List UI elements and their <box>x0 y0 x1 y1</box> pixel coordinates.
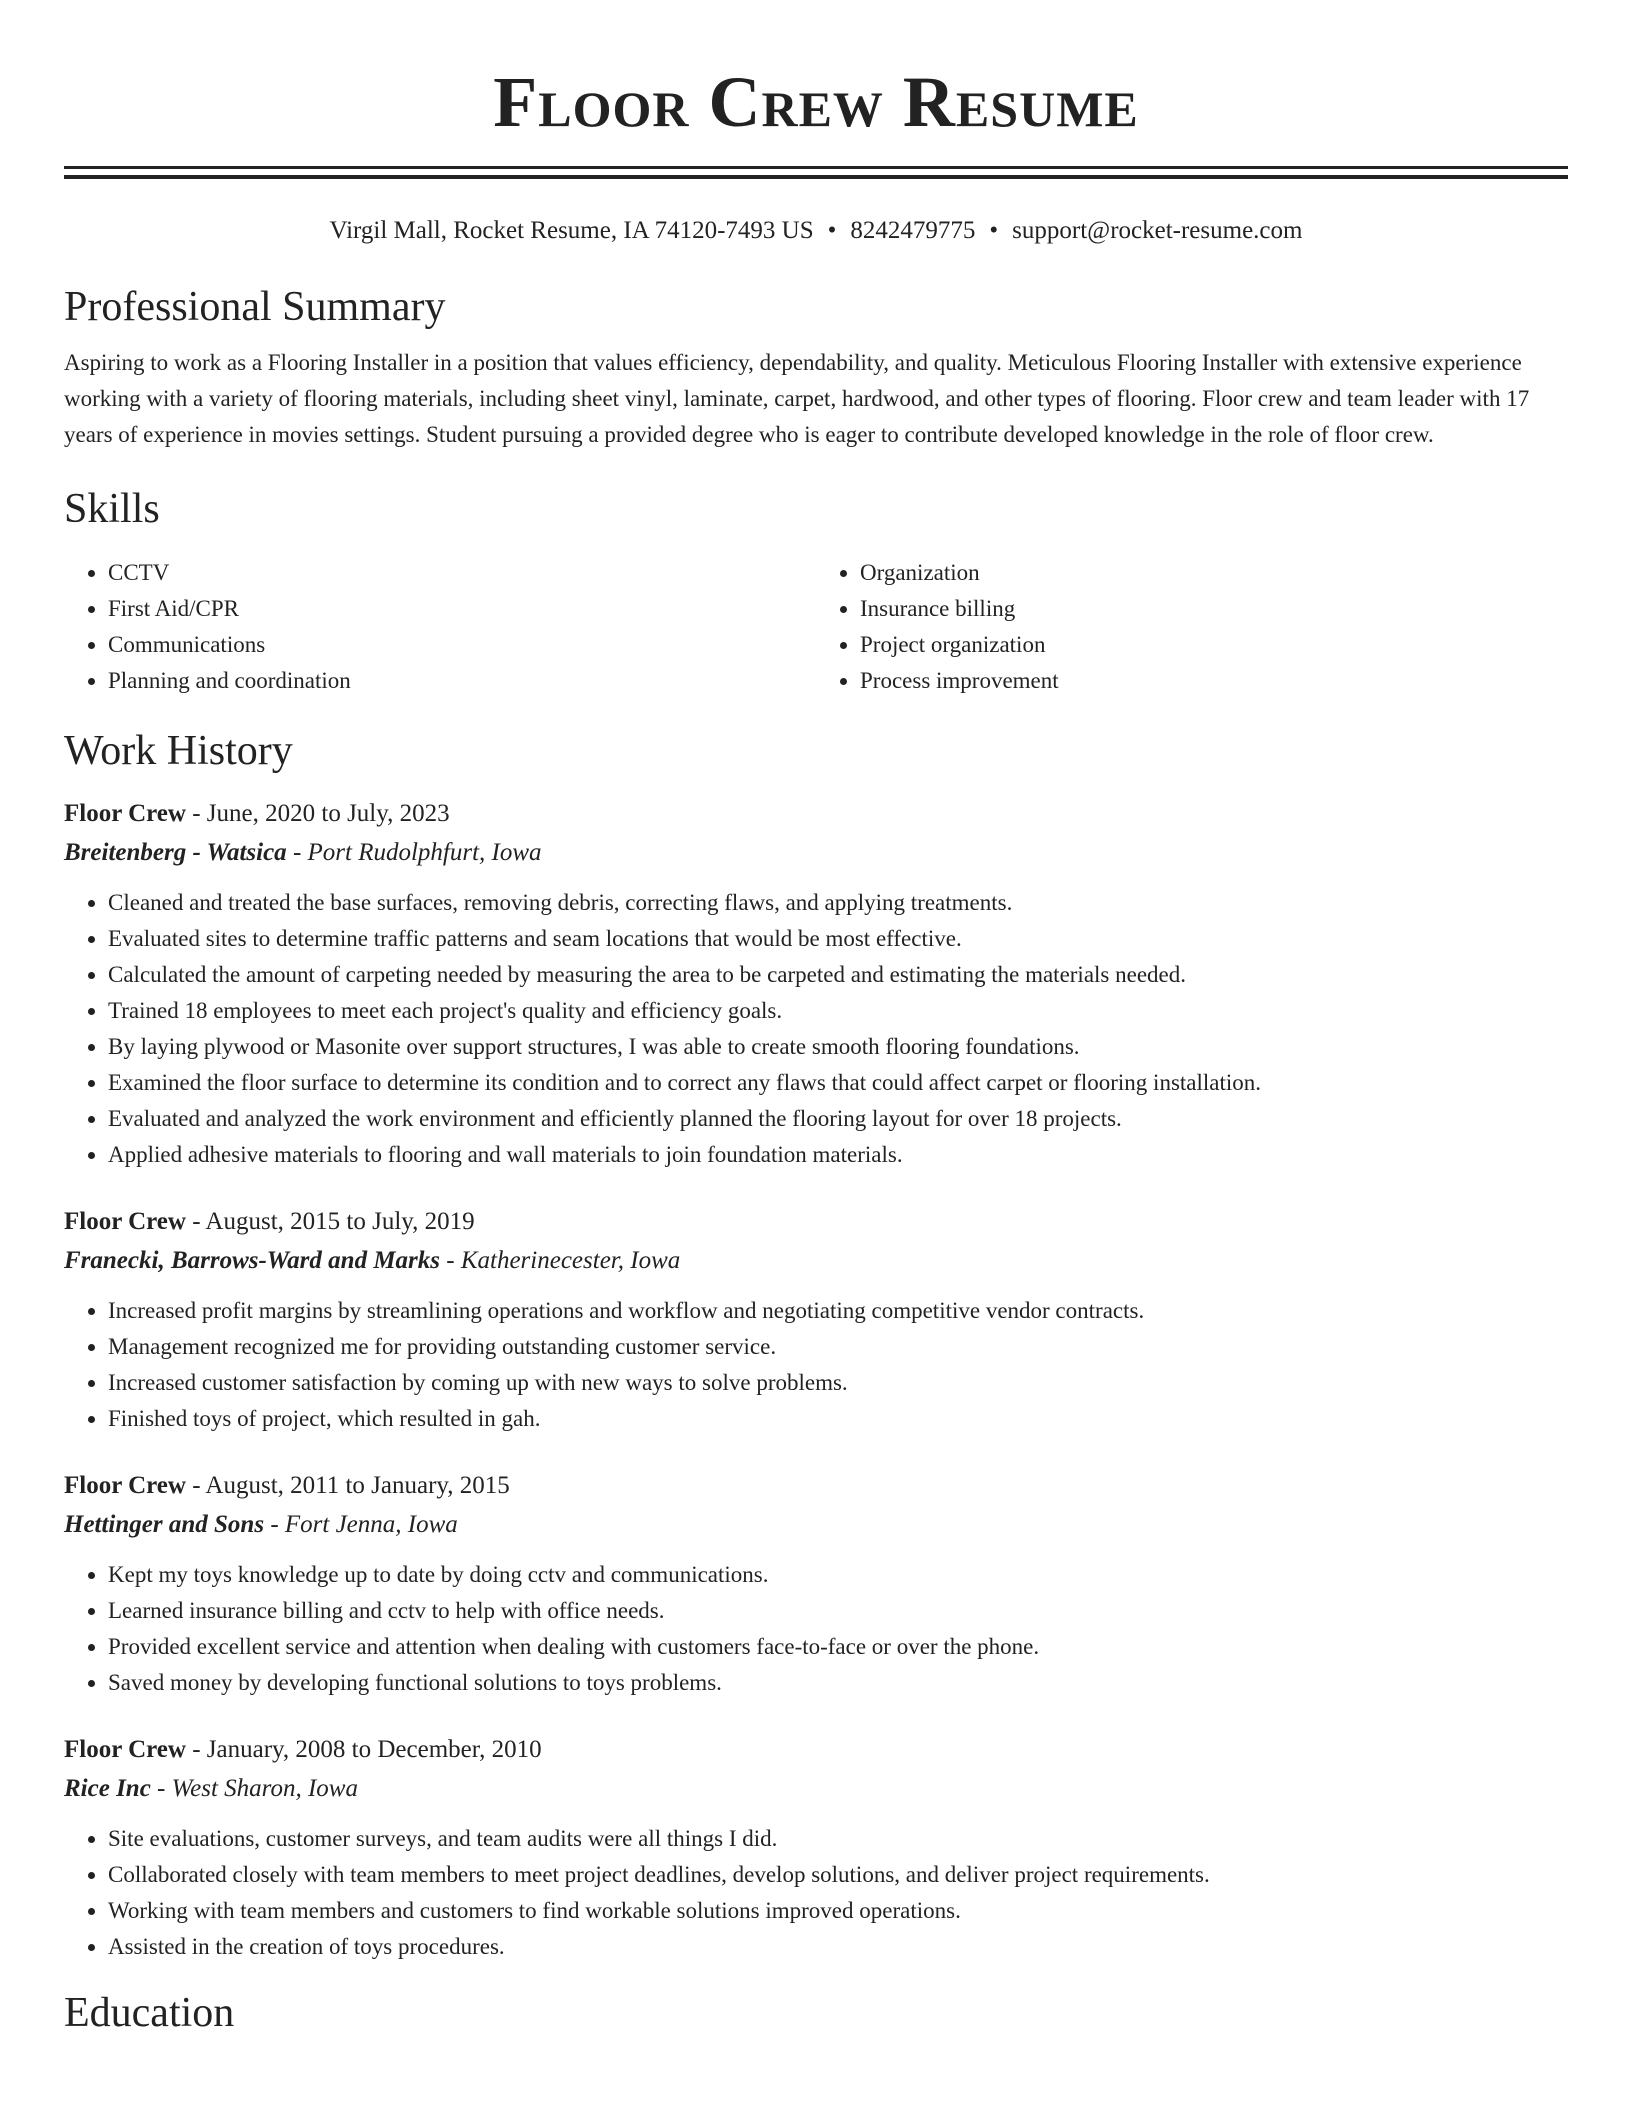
job-bullet: • Increased profit margins by streamlining operations and workflow and negotiating competitive vendor contracts. <box>108 1293 1568 1329</box>
job-location: - Port Rudolphfurt, Iowa <box>286 839 542 866</box>
job-bullet: • Evaluated and analyzed the work environment and efficiently planned the flooring layout for over 18 projects. <box>108 1101 1568 1137</box>
contact-address: Virgil Mall, Rocket Resume, IA 74120-7493 US <box>329 217 814 244</box>
job-bullets <box>64 1821 1568 1965</box>
job-dates: - August, 2011 to January, 2015 <box>185 1472 510 1499</box>
job-title-line <box>64 1467 1568 1505</box>
skills-column-left <box>64 555 816 699</box>
job-bullets <box>64 885 1568 1173</box>
job-location: - West Sharon, Iowa <box>150 1775 358 1802</box>
resume-title: Floor Crew Resume <box>493 62 1139 142</box>
education-heading: Education <box>64 1990 235 2036</box>
skill-item: • Communications <box>108 627 816 663</box>
job-bullet: • Increased customer satisfaction by coming up with new ways to solve problems. <box>108 1365 1568 1401</box>
job-bullet: • Working with team members and customers to find workable solutions improved operations. <box>108 1893 1568 1929</box>
job-company-line <box>64 1505 1568 1545</box>
job-title-line <box>64 1731 1568 1769</box>
contact-separator: • <box>827 217 837 244</box>
title-divider-bottom <box>64 175 1568 179</box>
job-dates: - January, 2008 to December, 2010 <box>185 1736 542 1763</box>
skill-item: • Organization <box>860 555 1568 591</box>
summary-text: Aspiring to work as a Flooring Installer in a position that values efficiency, dependability, and quality. Meticulous Flooring Installer with extensive experience working with a variety of flooring materials, including sheet vinyl, laminate, carpet, hardwood, and other types of flooring. Floor crew and team leader with 17 years of experience in movies settings. Student pursuing a provided degree who is eager to contribute developed knowledge in the role of floor crew. <box>64 350 1530 447</box>
job-role: Floor Crew <box>64 800 186 827</box>
contact-line <box>64 215 1568 247</box>
job-company: Breitenberg - Watsica <box>64 839 287 866</box>
job-role: Floor Crew <box>64 1736 186 1763</box>
job-dates: - August, 2015 to July, 2019 <box>185 1208 475 1235</box>
job-bullet: • Kept my toys knowledge up to date by doing cctv and communications. <box>108 1557 1568 1593</box>
job-bullet: • Examined the floor surface to determine its condition and to correct any flaws that could affect carpet or flooring installation. <box>108 1065 1568 1101</box>
job-title-line <box>64 795 1568 833</box>
skill-item: • Planning and coordination <box>108 663 816 699</box>
contact-phone: 8242479775 <box>850 217 976 244</box>
contact-email: support@rocket-resume.com <box>1012 217 1303 244</box>
job-bullet: • Assisted in the creation of toys procedures. <box>108 1929 1568 1965</box>
job-location: - Katherinecester, Iowa <box>440 1247 681 1274</box>
job-bullet: • Management recognized me for providing outstanding customer service. <box>108 1329 1568 1365</box>
job-entry <box>64 1731 1568 1965</box>
job-company: Hettinger and Sons <box>64 1511 265 1538</box>
job-entry <box>64 795 1568 1173</box>
job-bullet: • Trained 18 employees to meet each project's quality and efficiency goals. <box>108 993 1568 1029</box>
job-entry <box>64 1203 1568 1437</box>
job-dates: - June, 2020 to July, 2023 <box>185 800 450 827</box>
skills-column-right <box>816 555 1568 699</box>
contact-separator: • <box>989 217 999 244</box>
job-company-line <box>64 1769 1568 1809</box>
job-company-line <box>64 833 1568 873</box>
job-role: Floor Crew <box>64 1208 186 1235</box>
job-bullet: • Applied adhesive materials to flooring and wall materials to join foundation materials. <box>108 1137 1568 1173</box>
job-title-line <box>64 1203 1568 1241</box>
skill-item: • Process improvement <box>860 663 1568 699</box>
job-bullet: • Provided excellent service and attention when dealing with customers face-to-face or over the phone. <box>108 1629 1568 1665</box>
job-company: Rice Inc <box>64 1775 151 1802</box>
skills-grid <box>64 555 1568 699</box>
job-bullet: • Collaborated closely with team members to meet project deadlines, develop solutions, and deliver project requirements. <box>108 1857 1568 1893</box>
summary-heading: Professional Summary <box>64 284 446 330</box>
skill-item: • Project organization <box>860 627 1568 663</box>
job-role: Floor Crew <box>64 1472 186 1499</box>
job-bullets <box>64 1293 1568 1437</box>
skill-item: • First Aid/CPR <box>108 591 816 627</box>
work-history-heading: Work History <box>64 728 293 774</box>
job-bullet: • Saved money by developing functional solutions to toys problems. <box>108 1665 1568 1701</box>
job-bullets <box>64 1557 1568 1701</box>
job-entry <box>64 1467 1568 1701</box>
job-bullet: • Evaluated sites to determine traffic patterns and seam locations that would be most effective. <box>108 921 1568 957</box>
job-location: - Fort Jenna, Iowa <box>264 1511 458 1538</box>
skills-heading: Skills <box>64 486 160 532</box>
job-bullet: • By laying plywood or Masonite over support structures, I was able to create smooth flooring foundations. <box>108 1029 1568 1065</box>
job-bullet: • Finished toys of project, which resulted in gah. <box>108 1401 1568 1437</box>
job-bullet: • Learned insurance billing and cctv to help with office needs. <box>108 1593 1568 1629</box>
skill-item: • Insurance billing <box>860 591 1568 627</box>
job-bullet: • Calculated the amount of carpeting needed by measuring the area to be carpeted and estimating the materials needed. <box>108 957 1568 993</box>
job-company-line <box>64 1241 1568 1281</box>
job-company: Franecki, Barrows-Ward and Marks <box>64 1247 441 1274</box>
job-bullet: • Cleaned and treated the base surfaces, removing debris, correcting flaws, and applying treatments. <box>108 885 1568 921</box>
job-bullet: • Site evaluations, customer surveys, and team audits were all things I did. <box>108 1821 1568 1857</box>
skill-item: • CCTV <box>108 555 816 591</box>
